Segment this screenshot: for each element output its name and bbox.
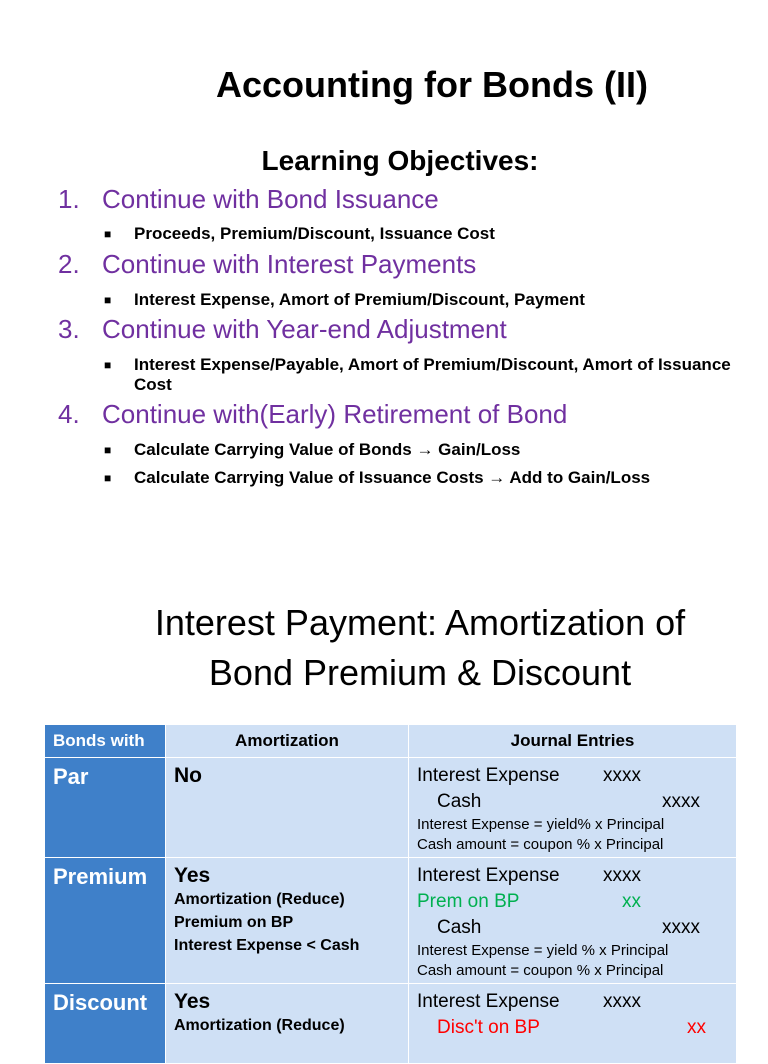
- objective-text: Continue with Year-end Adjustment: [102, 314, 507, 344]
- objective-3: [58, 314, 507, 345]
- table-row-par: [45, 758, 737, 858]
- je-amount: xxxx: [662, 917, 700, 938]
- learning-objectives-heading: Learning Objectives:: [261, 145, 539, 176]
- journal-entry-cell: [409, 758, 737, 858]
- table-row-premium: [45, 858, 737, 984]
- table-header-row: [45, 725, 737, 758]
- bullet-square-icon: ■: [104, 227, 112, 241]
- je-amount: xxxx: [603, 991, 641, 1012]
- objective-number: 2.: [58, 249, 80, 279]
- je-line: [417, 915, 728, 941]
- amortization-value: Yes: [174, 864, 211, 887]
- bullet-square-icon: ■: [104, 358, 112, 372]
- je-note: Interest Expense = yield% x Principal: [417, 816, 665, 833]
- row-label: Par: [45, 758, 166, 858]
- bullet-square-icon: ■: [104, 443, 112, 457]
- bullet-text: Calculate Carrying Value of Issuance Costs → Add to Gain/Loss: [134, 468, 651, 487]
- objective-1: [58, 184, 439, 215]
- objective-text: Continue with Bond Issuance: [102, 184, 439, 214]
- je-amount: xxxx: [603, 865, 641, 886]
- bullet-text: Interest Expense, Amort of Premium/Discount, Payment: [134, 290, 585, 309]
- column-header-journal-entries: Journal Entries: [409, 725, 737, 758]
- amortization-cell: [166, 758, 409, 858]
- slide-2-title-line-2: Bond Premium & Discount: [208, 652, 632, 693]
- bullet-text: Proceeds, Premium/Discount, Issuance Cost: [134, 224, 495, 243]
- je-account: Disc't on BP: [437, 1017, 540, 1038]
- objective-3-bullet-1: [104, 355, 744, 395]
- objective-number: 1.: [58, 184, 80, 214]
- je-amount: xx: [687, 1017, 706, 1038]
- je-note: Cash amount = coupon % x Principal: [417, 836, 664, 853]
- je-line: [417, 789, 728, 815]
- slide-2-title-line-1: Interest Payment: Amortization of: [154, 602, 686, 643]
- bullet-text: Calculate Carrying Value of Bonds → Gain/Loss: [134, 440, 521, 459]
- bullet-square-icon: ■: [104, 293, 112, 307]
- je-amount: xxxx: [662, 791, 700, 812]
- objective-4-bullet-2: [104, 468, 744, 488]
- column-header-bonds-with: Bonds with: [45, 725, 166, 758]
- objective-number: 3.: [58, 314, 80, 344]
- je-account: Cash: [437, 791, 482, 812]
- amortization-cell: [166, 858, 409, 984]
- je-line: [417, 763, 728, 789]
- slide-title: Accounting for Bonds (II): [216, 64, 648, 105]
- je-line: [417, 889, 728, 915]
- row-label: Premium: [45, 858, 166, 984]
- je-account: Interest Expense: [417, 991, 560, 1012]
- objective-text: Continue with Interest Payments: [102, 249, 477, 279]
- journal-entries-table: [44, 724, 737, 1064]
- row-label: Discount: [45, 984, 166, 1064]
- je-account: Interest Expense: [417, 765, 560, 786]
- objective-2-bullet-1: [104, 290, 744, 310]
- je-line: [417, 989, 728, 1015]
- je-account: Cash: [437, 917, 482, 938]
- je-line: [417, 863, 728, 889]
- je-account: Interest Expense: [417, 865, 560, 886]
- objective-4-bullet-1: [104, 440, 744, 460]
- objective-number: 4.: [58, 399, 80, 429]
- objective-2: [58, 249, 476, 280]
- je-note: Interest Expense = yield % x Principal: [417, 942, 669, 959]
- journal-entry-cell: [409, 858, 737, 984]
- objective-text: Continue with(Early) Retirement of Bond: [102, 399, 568, 429]
- bullet-text: Interest Expense/Payable, Amort of Premium/Discount, Amort of Issuance Cost: [134, 355, 731, 394]
- amortization-value: Yes: [174, 990, 211, 1013]
- je-note: Cash amount = coupon % x Principal: [417, 962, 664, 979]
- je-amount: xx: [622, 891, 641, 912]
- je-line: [417, 1015, 728, 1041]
- je-amount: xxxx: [603, 765, 641, 786]
- amortization-detail: Amortization (Reduce): [174, 891, 345, 908]
- objective-4: [58, 399, 567, 430]
- slide-2-title: [0, 598, 768, 698]
- amortization-detail: Amortization (Reduce): [174, 1017, 345, 1034]
- je-account: Prem on BP: [417, 891, 520, 912]
- amortization-detail: Interest Expense < Cash: [174, 937, 360, 954]
- bullet-square-icon: ■: [104, 471, 112, 485]
- column-header-amortization: Amortization: [166, 725, 409, 758]
- objective-1-bullet-1: [104, 224, 744, 244]
- amortization-detail: Premium on BP: [174, 914, 294, 931]
- amortization-value: No: [174, 764, 202, 787]
